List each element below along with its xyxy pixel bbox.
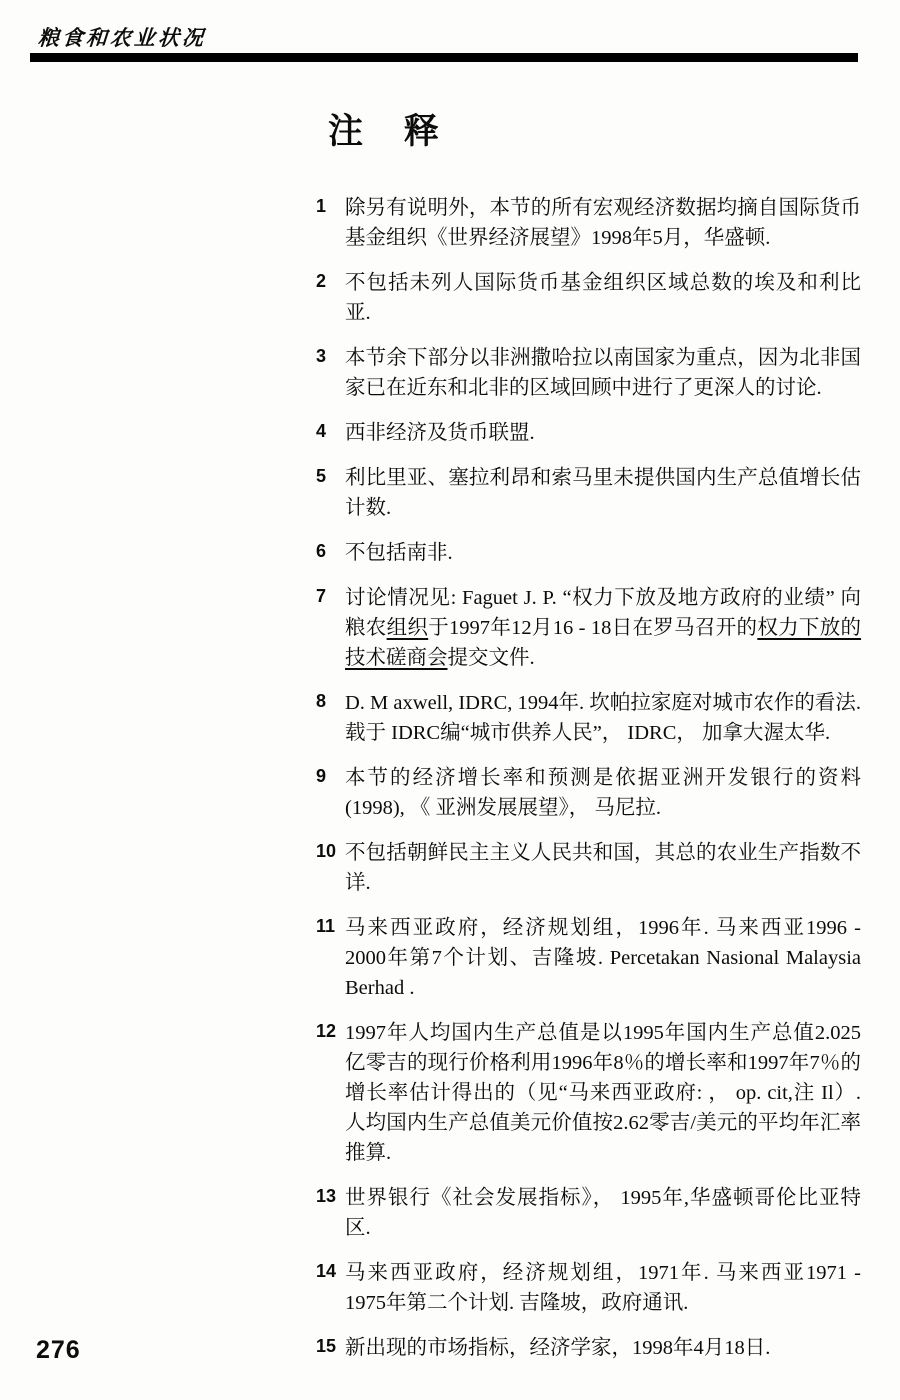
note-segment: 不包括南非.	[345, 542, 453, 564]
note-number: 2	[316, 271, 327, 291]
note-item	[316, 463, 861, 523]
note-number: 3	[316, 346, 327, 366]
note-segment: 讨论情况见: Faguet J. P. “权力下放及地方政府的业绩” 向粮农	[345, 587, 861, 639]
notes-list	[316, 193, 861, 1378]
note-number: 8	[316, 691, 327, 711]
note-item	[316, 913, 861, 1003]
note-item	[316, 1018, 861, 1168]
note-item	[316, 583, 861, 673]
note-segment: 除另有说明外，本节的所有宏观经济数据均摘自国际货币基金组织《世界经济展望》1998年5月，华盛顿.	[345, 197, 861, 249]
note-item	[316, 1258, 861, 1318]
note-number: 14	[316, 1261, 337, 1281]
note-text	[345, 688, 861, 748]
note-number: 9	[316, 766, 327, 786]
note-text	[345, 268, 861, 328]
note-segment: 于1997年12月16 - 18日在罗马召开的	[428, 617, 758, 639]
note-item	[316, 418, 861, 448]
note-number: 10	[316, 841, 337, 861]
note-text	[345, 1333, 861, 1363]
note-text	[345, 193, 861, 253]
note-item	[316, 838, 861, 898]
note-number: 7	[316, 586, 327, 606]
note-item	[316, 1183, 861, 1243]
note-segment: 利比里亚、塞拉利昂和索马里未提供国内生产总值增长估计数.	[345, 467, 861, 519]
note-text	[345, 1258, 861, 1318]
note-segment: 本节余下部分以非洲撒哈拉以南国家为重点，因为北非国家已在近东和北非的区域回顾中进行了更深人的讨论.	[345, 347, 861, 399]
note-text	[345, 583, 861, 673]
note-text	[345, 1018, 861, 1168]
note-segment: 不包括朝鲜民主主义人民共和国，其总的农业生产指数不详.	[345, 842, 861, 894]
note-text	[345, 343, 861, 403]
note-item	[316, 193, 861, 253]
note-number: 4	[316, 421, 327, 441]
note-segment: 本节的经济增长率和预测是依据亚洲开发银行的资料(1998), 《 亚洲发展展望》， 马尼拉.	[345, 767, 861, 819]
note-segment: 不包括未列人国际货币基金组织区域总数的埃及和利比亚.	[345, 272, 861, 324]
note-segment: 西非经济及货币联盟.	[345, 422, 535, 444]
note-underlined-title: 权力下放的技术磋商会	[345, 617, 862, 669]
note-segment: 马来西亚政府，经济规划组，1971年. 马来西亚1971 - 1975年第二个计划. 吉隆坡，政府通讯.	[345, 1262, 861, 1314]
note-segment: 新出现的市场指标，经济学家，1998年4月18日.	[345, 1337, 771, 1359]
note-number: 11	[316, 916, 336, 936]
note-number: 6	[316, 541, 327, 561]
note-item	[316, 343, 861, 403]
note-segment: 1997年人均国内生产总值是以1995年国内生产总值2.025亿零吉的现行价格利用1996年8％的增长率和1997年7％的增长率估计得出的（见“马来西亚政府: ， op. cit,注 Il）. 人均国内生产总值美元价值按2.62零吉/美元的平均年汇率推算.	[345, 1022, 861, 1164]
note-text	[345, 913, 861, 1003]
note-item	[316, 688, 861, 748]
note-segment: 世界银行《社会发展指标》， 1995年,华盛顿哥伦比亚特区.	[345, 1187, 861, 1239]
page-number: 276	[36, 1336, 81, 1364]
note-text	[345, 538, 861, 568]
running-header-title: 粮食和农业状况	[37, 26, 207, 50]
page-title: 注 释	[328, 112, 440, 151]
note-underlined-title: 组织	[386, 617, 429, 639]
note-number: 15	[316, 1336, 337, 1356]
note-number: 13	[316, 1186, 337, 1206]
note-segment: D. M axwell, IDRC, 1994年. 坎帕拉家庭对城市农作的看法. 载于 IDRC编“城市供养人民”， IDRC， 加拿大渥太华.	[345, 692, 861, 744]
note-text	[345, 463, 861, 523]
note-number: 1	[316, 196, 327, 216]
note-text	[345, 418, 861, 448]
note-text	[345, 763, 861, 823]
note-item	[316, 1333, 861, 1363]
note-number: 12	[316, 1021, 337, 1041]
note-text	[345, 838, 861, 898]
note-item	[316, 268, 861, 328]
note-number: 5	[316, 466, 327, 486]
note-item	[316, 538, 861, 568]
note-segment: 提交文件.	[447, 647, 535, 669]
note-text	[345, 1183, 861, 1243]
note-item	[316, 763, 861, 823]
header-rule-divider	[30, 53, 858, 62]
note-segment: 马来西亚政府，经济规划组，1996年. 马来西亚1996 - 2000年第7个计划、吉隆坡. Percetakan Nasional Malaysia Berhad .	[345, 917, 861, 999]
